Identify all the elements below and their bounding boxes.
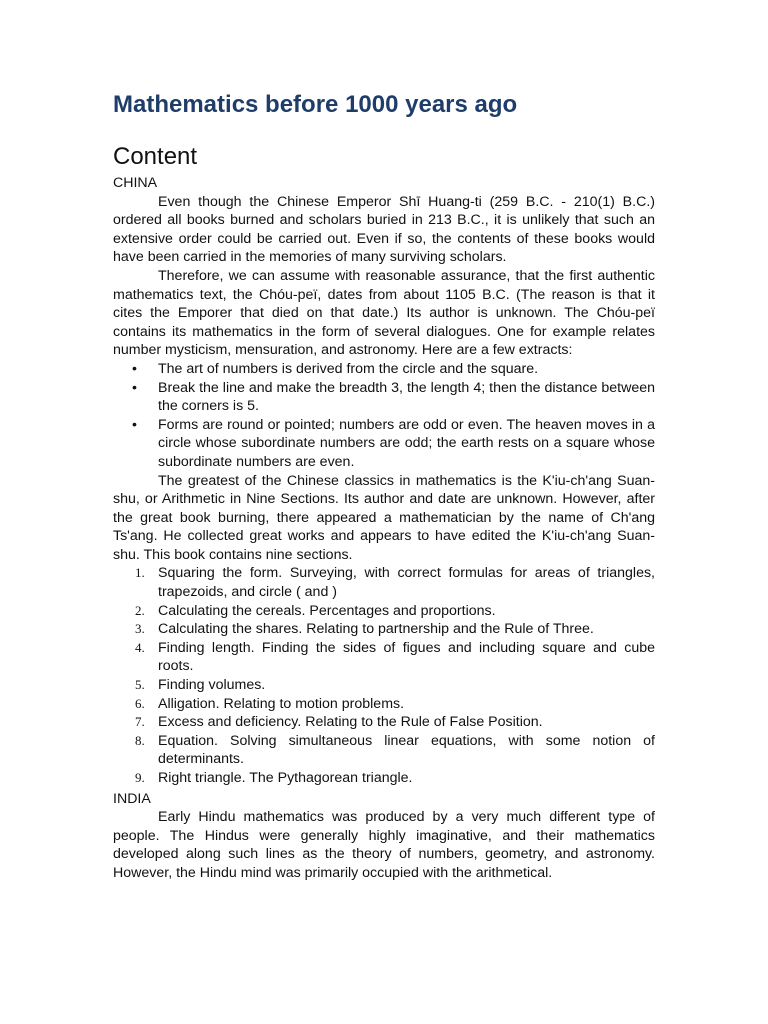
china-paragraph-3: The greatest of the Chinese classics in mathematics is the K'iu-ch'ang Suan-shu, or Arithmetic in Nine Sections. Its author and date are unknown. However, after the great book burning, there appeared a mathematician by the name of Ch'ang Ts'ang. He collected great works and appears to have edited the K'iu-ch'ang Suan-shu. This book contains nine sections.: [113, 472, 655, 563]
list-item: [113, 639, 655, 676]
list-item: [113, 769, 655, 788]
list-item: [113, 564, 655, 601]
list-number: 7.: [135, 714, 145, 730]
china-paragraph-2: Therefore, we can assume with reasonable assurance, that the first authentic mathematics text, the Chóu-peï, dates from about 1105 B.C. (The reason is that it cites the Emporer that died on that date.) Its author is unknown. The Chóu-peï contains its mathematics in the form of several dialogues. One for example relates number mysticism, mensuration, and astronomy. Here are a few extracts:: [113, 267, 655, 359]
china-paragraph-1: Even though the Chinese Emperor Shī Huang-ti (259 B.C. - 210(1) B.C.) ordered all books burned and scholars buried in 213 B.C., it is unlikely that such an extensive order could be carried out. Even if so, the contents of these books would have been carried in the memories of many surviving scholars.: [113, 193, 655, 266]
list-number: 3.: [135, 621, 145, 637]
list-item: [113, 360, 655, 379]
content-heading: Content: [113, 143, 198, 170]
list-item: [113, 416, 655, 472]
india-heading: INDIA: [113, 790, 151, 807]
list-item-text: Break the line and make the breadth 3, the length 4; then the distance between the corners is 5.: [158, 379, 655, 415]
extracts-list: [113, 360, 655, 472]
list-item-text: Finding volumes.: [158, 677, 266, 694]
india-paragraph-1: Early Hindu mathematics was produced by a very much different type of people. The Hindus were generally highly imaginative, and their mathematics developed along such lines as the theory of numbers, geometry, and astronomy. However, the Hindu mind was primarily occupied with the arithmetical.: [113, 809, 655, 881]
list-item: [113, 620, 655, 639]
bullet-icon: •: [132, 416, 137, 433]
list-item-text: Excess and deficiency. Relating to the Rule of False Position.: [158, 714, 543, 731]
list-number: 8.: [135, 732, 145, 748]
list-item: [113, 695, 655, 714]
page-title: Mathematics before 1000 years ago: [113, 91, 518, 118]
list-item: [113, 676, 655, 695]
list-item: [113, 732, 655, 769]
list-item: [113, 713, 655, 732]
list-number: 6.: [135, 695, 145, 711]
list-item: [113, 602, 655, 621]
list-item-text: Forms are round or pointed; numbers are odd or even. The heaven moves in a circle whose subordinate numbers are odd; the earth rests on a square whose subordinate numbers are even.: [158, 416, 655, 470]
list-number: 4.: [135, 639, 145, 655]
list-number: 2.: [135, 602, 145, 618]
list-item-text: Squaring the form. Surveying, with correct formulas for areas of triangles, trapezoids, and circle ( and ): [158, 565, 655, 601]
list-item-text: Calculating the cereals. Percentages and proportions.: [158, 602, 496, 619]
bullet-icon: •: [132, 379, 137, 396]
list-item-text: Calculating the shares. Relating to partnership and the Rule of Three.: [158, 621, 594, 638]
nine-sections-list: [113, 564, 655, 787]
list-item-text: Right triangle. The Pythagorean triangle.: [158, 770, 413, 786]
list-number: 5.: [135, 677, 145, 693]
china-heading: CHINA: [113, 175, 158, 191]
document-page: [113, 90, 655, 883]
list-item-text: Finding length. Finding the sides of figues and including square and cube roots.: [158, 639, 655, 675]
list-item: [113, 379, 655, 416]
list-item-text: The art of numbers is derived from the circle and the square.: [158, 360, 539, 377]
list-number: 9.: [135, 770, 145, 785]
list-item-text: Equation. Solving simultaneous linear equations, with some notion of determinants.: [158, 732, 655, 768]
list-item-text: Alligation. Relating to motion problems.: [158, 695, 405, 712]
bullet-icon: •: [132, 360, 137, 377]
list-number: 1.: [135, 565, 145, 581]
